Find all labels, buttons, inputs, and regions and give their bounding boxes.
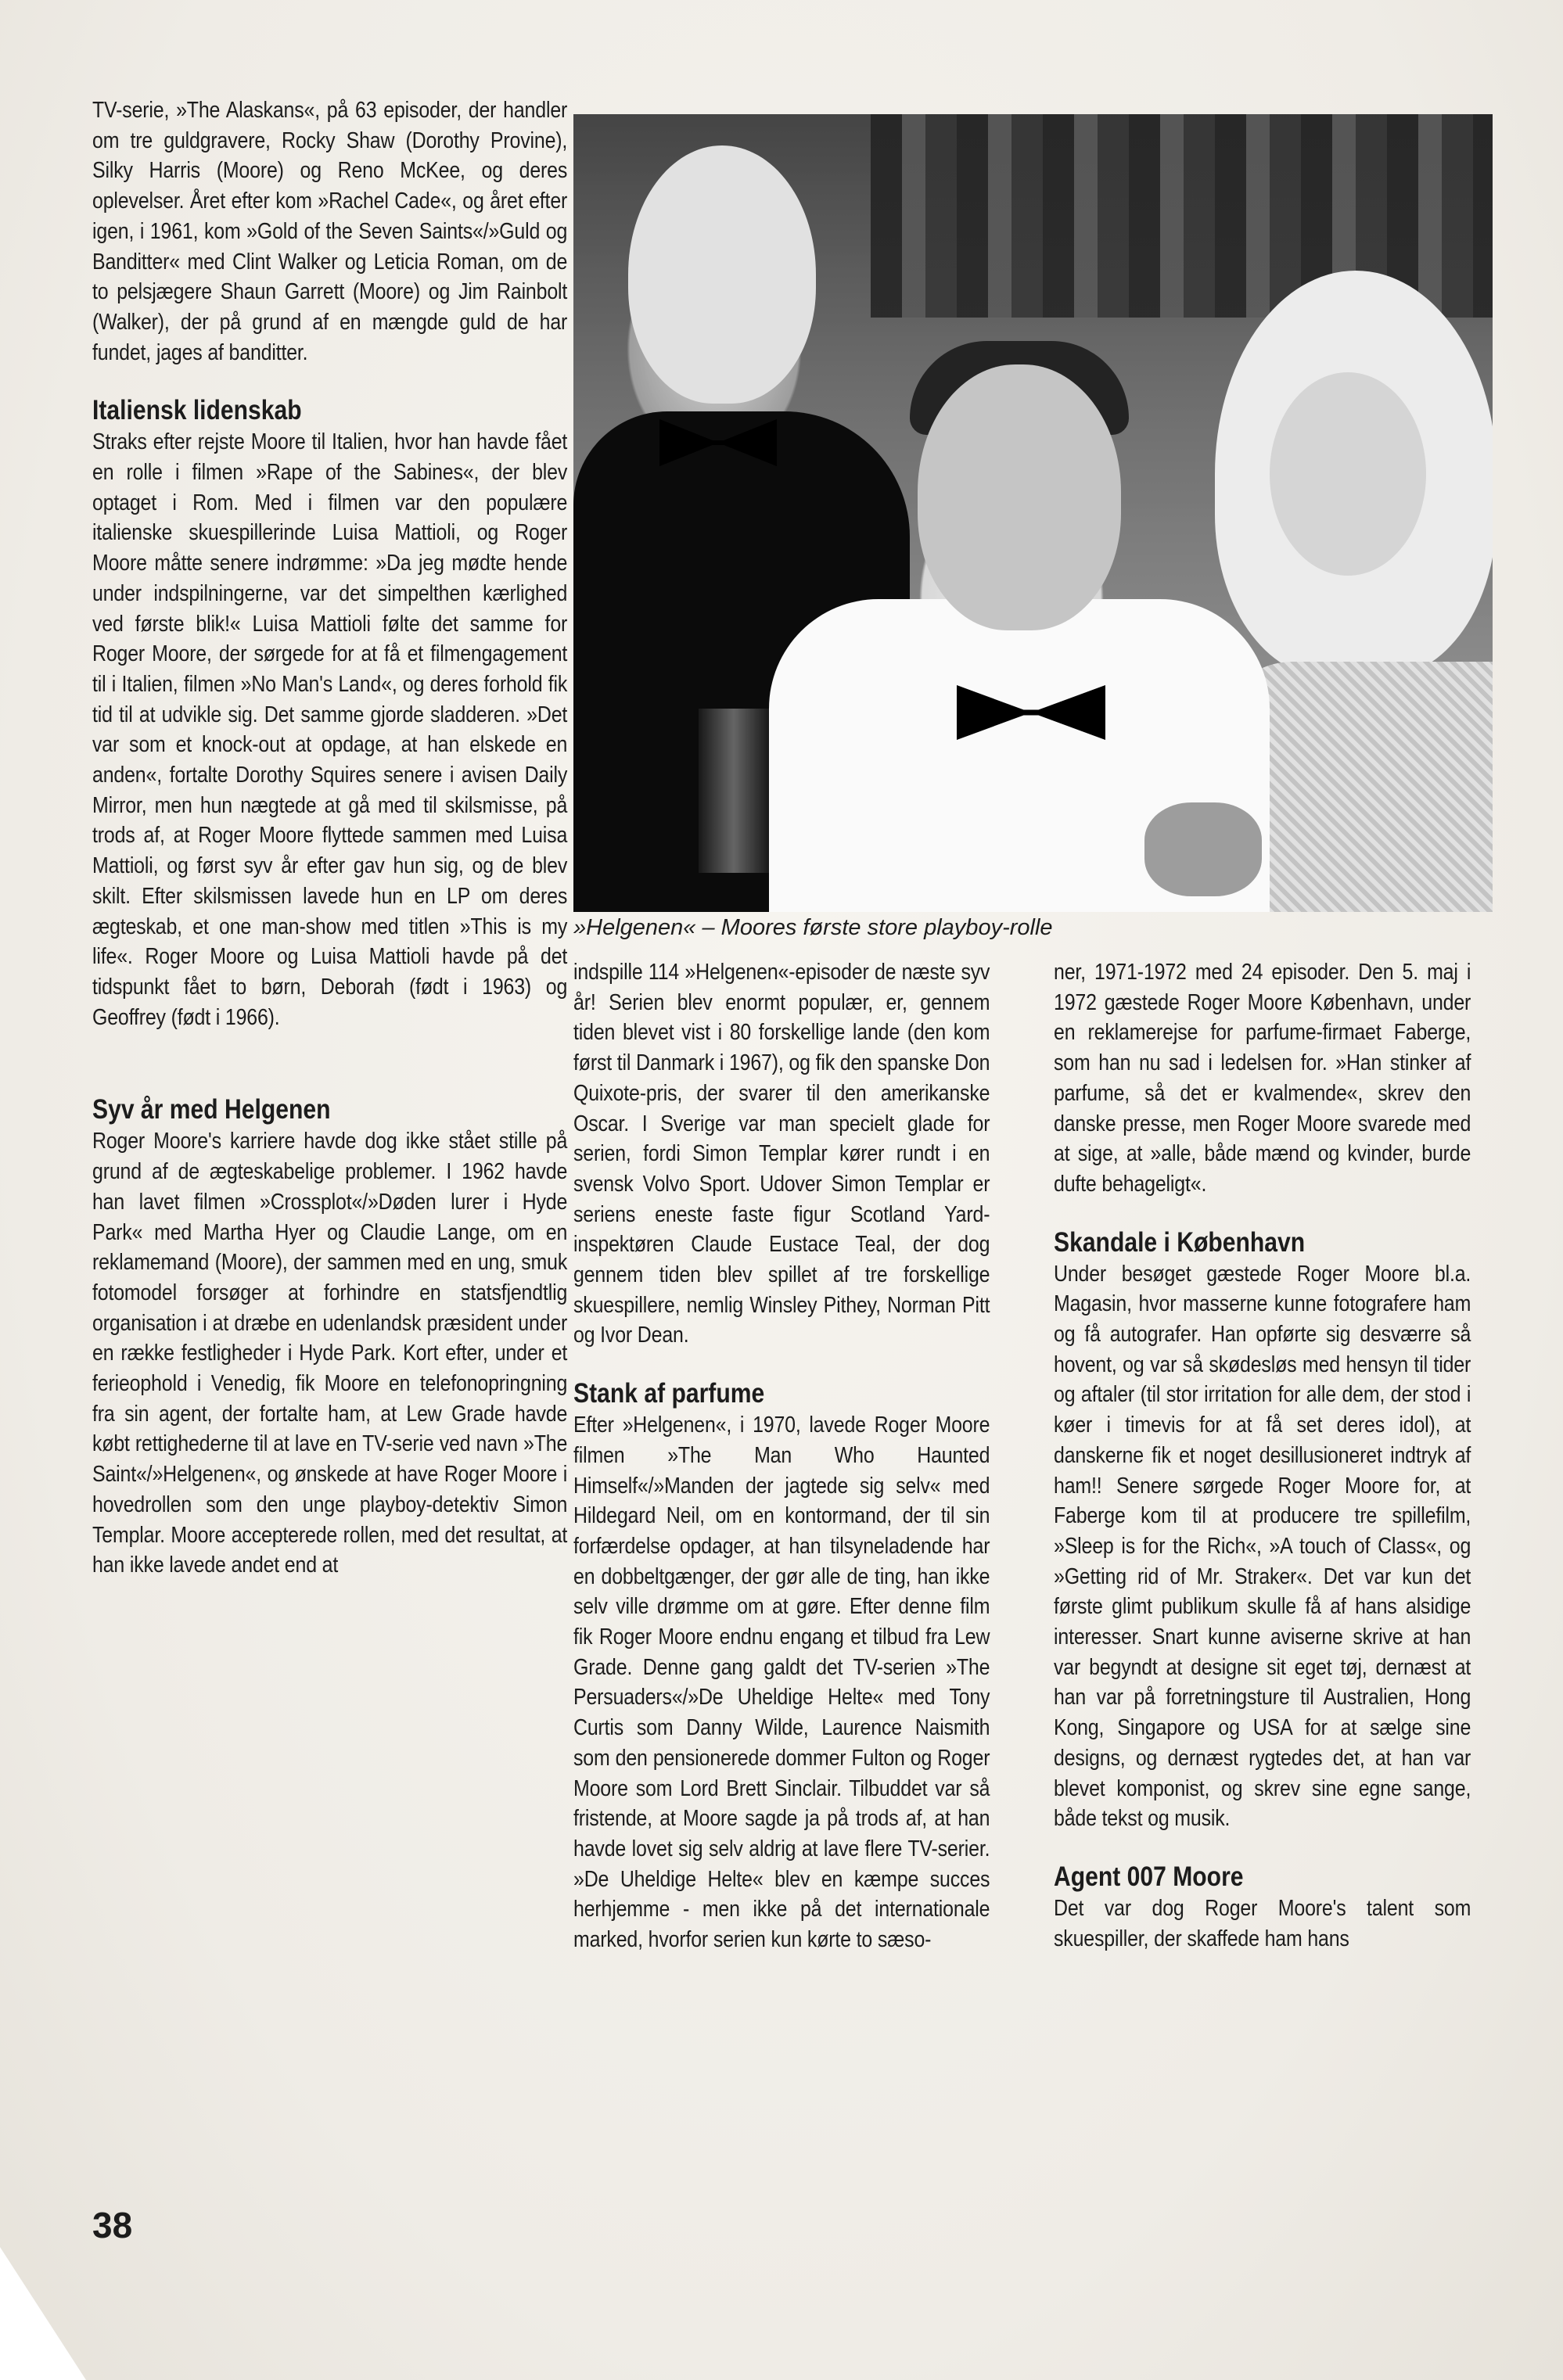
section-heading: Italiensk lidenskab (92, 395, 302, 426)
film-still-photo (573, 114, 1493, 912)
section-heading: Syv år med Helgenen (92, 1094, 331, 1125)
folded-corner (0, 2247, 86, 2380)
article-paragraph: Straks efter rejste Moore til Italien, hvor han havde fået en rolle i filmen »Rape of the Sabines«, der blev optaget i Rom. Med i filmen var den populære italienske skuespillerinde Luisa Mattioli, og Roger Moore måtte senere indrømme: »Da jeg mødte hende under indspilningerne, var det simpelthen kærlighed ved første blik!« Luisa Mattioli følte det samme for Roger Moore, der sørgede for at få et filmengagement til i Italien, filmen »No Man's Land«, og deres forhold fik tid til at udvikle sig. Det samme gjorde sladderen. »Det var som et knock-out at opdage, at han elskede en anden«, fortalte Dorothy Squires senere i avisen Daily Mirror, men hun nægtede at gå med til skilsmisse, på trods af, at Roger Moore flyttede sammen med Luisa Mattioli, og først syv år efter gav hun sig, og de blev skilt. Efter skilsmissen lavede hun en LP om deres ægteskab, et one man-show med titlen »This is my life«. Roger Moore og Luisa Mattioli havde på det tidspunkt fået to børn, Deborah (født i 1963) og Geoffrey (født i 1966). (92, 429, 568, 1030)
page-number: 38 (92, 2205, 133, 2245)
section-heading: Stank af parfume (573, 1378, 765, 1409)
column-right (1054, 957, 1471, 1954)
article-paragraph: indspille 114 »Helgenen«-episoder de næste syv år! Serien blev enormt populær, er, gennem tiden blevet vist i 80 forskellige lande (den kom først til Danmark i 1967), og fik den spanske Don Quixote-pris, der svarer til den amerikanske Oscar. I Sverige var man specielt glade for serien, fordi Simon Templar kører rundt i en svensk Volvo Sport. Udover Simon Templar er seriens eneste faste figur Scotland Yard-inspektøren Claude Eustace Teal, der dog gennem tiden blev spillet af tre forskellige skuespillere, nemlig Winsley Pithey, Norman Pitt og Ivor Dean. (573, 960, 990, 1348)
article-paragraph: Det var dog Roger Moore's talent som skuespiller, der skaffede ham hans (1054, 1895, 1471, 1951)
article-paragraph: ner, 1971-1972 med 24 episoder. Den 5. maj i 1972 gæstede Roger Moore København, under en reklamerejse for parfume-firmaet Faberge, som han nu sad i ledelsen for. »Han stinker af parfume, så det er kvalmende«, skrev den danske presse, men Roger Moore svarede med at sige, at »alle, både mænd og kvinder, burde dufte behageligt«. (1054, 960, 1471, 1197)
article-paragraph: TV-serie, »The Alaskans«, på 63 episoder, der handler om tre guldgravere, Rocky Shaw (Dorothy Provine), Silky Harris (Moore) og Reno McKee, og deres oplevelser. Året efter kom »Rachel Cade«, og året efter igen, i 1961, kom »Gold of the Seven Saints«/»Guld og Banditter« med Clint Walker og Leticia Roman, om de to pelsjægere Shaun Garrett (Moore) og Jim Rainbolt (Walker), der på grund af en mængde guld de har fundet, jages af banditter. (92, 98, 568, 365)
column-middle (573, 957, 990, 1955)
section-heading: Agent 007 Moore (1054, 1861, 1244, 1892)
article-paragraph: Efter »Helgenen«, i 1970, lavede Roger Moore filmen »The Man Who Haunted Himself«/»Manden der jagtede sig selv« med Hildegard Neil, om en kontormand, der til sin forfærdelse opdager, at han tilsyneladende har en dobbeltgænger, der gør alle de ting, han ikke selv ville drømme om at gøre. Efter denne film fik Roger Moore endnu engang et tilbud fra Lew Grade. Denne gang galdt det TV-serien »The Persuaders«/»De Uheldige Helte« med Tony Curtis som Danny Wilde, Laurence Naismith som den pensionerede dommer Fulton og Roger Moore som Lord Brett Sinclair. Tilbuddet var så fristende, at Moore sagde ja på trods af, at han havde lovet sig selv aldrig at lave flere TV-serier. »De Uheldige Helte« blev en kæmpe succes herhjemme - men ikke på det internationale marked, hvorfor serien kun kørte to sæso- (573, 1413, 990, 1953)
article-paragraph: Roger Moore's karriere havde dog ikke stået stille på grund af de ægteskabelige problemer. I 1962 havde han lavet filmen »Crossplot«/»Døden lurer i Hyde Park« med Martha Hyer og Claudie Lange, om en reklamemand (Moore), der sammen med en ung, smuk fotomodel forsøger at forhindre en statsfjendtlig organisation i at dræbe en udenlandsk præsident under en række festligheder i Hyde Park. Kort efter, under et ferieophold i Venedig, fik Moore en telefonopringning fra sin agent, der fortalte ham, at Lew Grade havde købt rettighederne til at lave en TV-serie ved navn »The Saint«/»Helgenen«, og ønskede at have Roger Moore i hovedrollen som den unge playboy-detektiv Simon Templar. Moore accepterede rollen, med det resultat, at han ikke lavede andet end at (92, 1129, 568, 1578)
section-heading: Skandale i København (1054, 1226, 1306, 1258)
article-paragraph: Under besøget gæstede Roger Moore bl.a. Magasin, hvor masserne kunne fotografere ham og få autografer. Han opførte sig desværre så hovent, og var så skødesløs med hensyn til tider og aftaler (til stor irritation for alle dem, der stod i køer i timevis for at få set deres idol), at danskerne fik et noget desillusioneret indtryk af ham!! Senere sørgede Roger Moore for, at Faberge kom til at producere tre spillefilm, »Sleep is for the Rich«, »A touch of Class«, og »Getting rid of Mr. Straker«. Det var kun det første glimt publikum skulle få af hans alsidige interesser. Snart kunne aviserne skrive at han var begyndt at designe sit eget tøj, dernæst at han var på forretningsture til Australien, Hong Kong, Singapore og USA for at sælge sine designs, og dernæst rygtedes det, at han var blevet komponist, og skrev sine egne sange, både tekst og musik. (1054, 1261, 1471, 1832)
column-left (92, 95, 567, 1581)
photo-caption: »Helgenen« – Moores første store playboy-rolle (573, 915, 1053, 940)
